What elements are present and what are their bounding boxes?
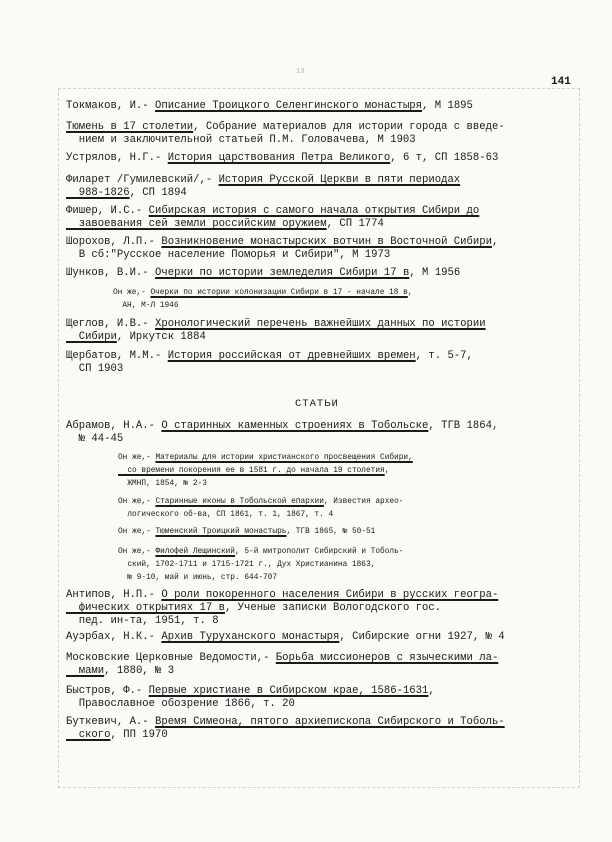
entry-title: История царствования Петра Великого [167,152,391,164]
entry-title: О старинных каменных строениях в Тобольске [161,420,429,432]
entry-author: Устрялов, Н.Г.- [66,152,168,164]
page-mark: 13 [296,68,305,76]
entry-author: Быстров, Ф.- [66,685,149,697]
bibliography-entry [66,685,578,711]
entry-title: История российская от древнейших времен [167,350,416,362]
entry-title: Время Симеона, пятого архиепископа Сибирского и Тоболь- ского [78,716,505,741]
bibliography-entry [66,152,578,165]
entry-author: Он же,- [113,289,151,297]
entry-author: Буткевич, А.- [66,716,156,728]
entry-author: Московские Церковные Ведомости,- [66,652,276,664]
entry-author: Абрамов, Н.А.- [66,420,162,432]
entry-details: , ТГВ 1865, № 50-51 [286,528,376,536]
bibliography-entry [118,496,612,522]
entry-author: Он же,- [118,548,156,556]
entry-details: , Сибирские огни 1927, № 4 [339,631,505,643]
entry-details: , АН, М-Л 1946 [122,289,413,310]
entry-details: , Ученые записки Вологодского гос. пед. ин-та, 1951, т. 8 [78,602,442,627]
bibliography-entry [66,236,578,262]
entry-details: , Православное обозрение 1866, т. 20 [78,685,435,710]
entry-details: , 5-й митрополит Сибирский и Тоболь- ский, 1702-1711 и 1715-1721 г., Дух Христианина 1863, № 9-10, май и июнь, стр. 644-707 [127,548,404,582]
entry-details: , СП 1894 [129,187,187,199]
entry-author: Он же,- [118,498,156,506]
entry-author: Он же,- [118,528,156,536]
section-heading: СТАТЬИ [295,398,339,410]
bibliography-entry [66,652,578,678]
entry-title: Архив Туруханского монастыря [161,631,340,643]
entry-title: Филофей Лещинский [155,548,235,556]
entry-details: , 6 т, СП 1858-63 [390,152,499,164]
bibliography-entry [66,420,578,446]
entry-details: , 1880, № 3 [104,665,175,677]
bibliography-entry [118,452,612,491]
entry-author: Щеглов, И.В.- [66,318,156,330]
entry-details: , СП 1774 [326,218,384,230]
entry-title: Тюмень в 17 столетии [66,121,194,133]
entry-title: Очерки по истории колонизации Сибири в 17 - начале 18 в [150,289,408,297]
entry-details: , ПП 1970 [110,729,168,741]
bibliography-entry [66,589,578,628]
page-number: 141 [551,76,571,88]
entry-details: , ЖМНП, 1854, № 2-3 [127,467,390,488]
bibliography-entry [66,267,578,280]
entry-title: Первые христиане в Сибирском крае, 1586-1631 [148,685,429,697]
bibliography-entry [66,100,578,113]
entry-title: Возникновение монастырских вотчин в Восточной Сибири [161,236,492,248]
bibliography-entry [118,546,612,585]
entry-author: Токмаков, И.- [66,100,156,112]
entry-author: Шорохов, Л.П.- [66,236,162,248]
bibliography-entry [118,526,612,539]
entry-title: Описание Троицкого Селенгинского монастыря [155,100,423,112]
entry-details: , ТГВ 1864, № 44-45 [78,420,499,445]
entry-title: О роли покоренного населения Сибири в русских геогра- фических открытиях 17 в [78,589,499,614]
entry-title: Хронологический перечень важнейших данных по истории Сибири [78,318,486,343]
entry-author: Ауэрбах, Н.К.- [66,631,162,643]
bibliography-entry [66,631,578,644]
entry-title: Сибирская история с самого начала открытия Сибири до завоевания сей земли российским оружием [78,205,480,230]
entry-details: , М 1956 [409,267,461,279]
entry-author: Фишер, И.С.- [66,205,149,217]
entry-details: , Собрание материалов для истории города с введе- нием и заключительной статьей П.М. Головачева, М 1903 [78,121,505,146]
entry-title: Очерки по истории земледелия Сибири 17 в [155,267,410,279]
bibliography-entry [113,287,612,313]
entry-title: История Русской Церкви в пяти периодах 988-1826 [78,174,461,199]
entry-author: Щербатов, М.М.- [66,350,168,362]
entry-author: Филарет /Гумилевский/,- [66,174,219,186]
bibliography-entry [66,350,578,376]
bibliography-entry [66,205,578,231]
entry-details: , М 1895 [422,100,473,112]
entry-title: Борьба миссионеров с языческими ла- мами [78,652,499,677]
bibliography-entry [66,318,578,344]
entry-title: Материалы для истории христианского просвещения Сибири, со времени покорения ее в 1581 г. до начала 19 столетия [127,454,413,475]
bibliography-entry [66,121,578,147]
entry-title: Тюменский Троицкий монастырь [155,528,287,536]
entry-details: , т. 5-7, СП 1903 [78,350,473,375]
bibliography-entry [66,174,578,200]
entry-author: Шунков, В.И.- [66,267,156,279]
entry-author: Антипов, Н.П.- [66,589,162,601]
entry-details: , Известия архео- логического об-ва, СП 1861, т. 1, 1867, т. 4 [127,498,404,519]
entry-details: , Иркутск 1884 [116,331,206,343]
entry-details: , В сб:"Русское население Поморья и Сибири", М 1973 [78,236,499,261]
entry-author: Он же,- [118,454,156,462]
entry-title: Старинные иконы в Тобольской епархии [155,498,324,506]
bibliography-entry [66,716,578,742]
